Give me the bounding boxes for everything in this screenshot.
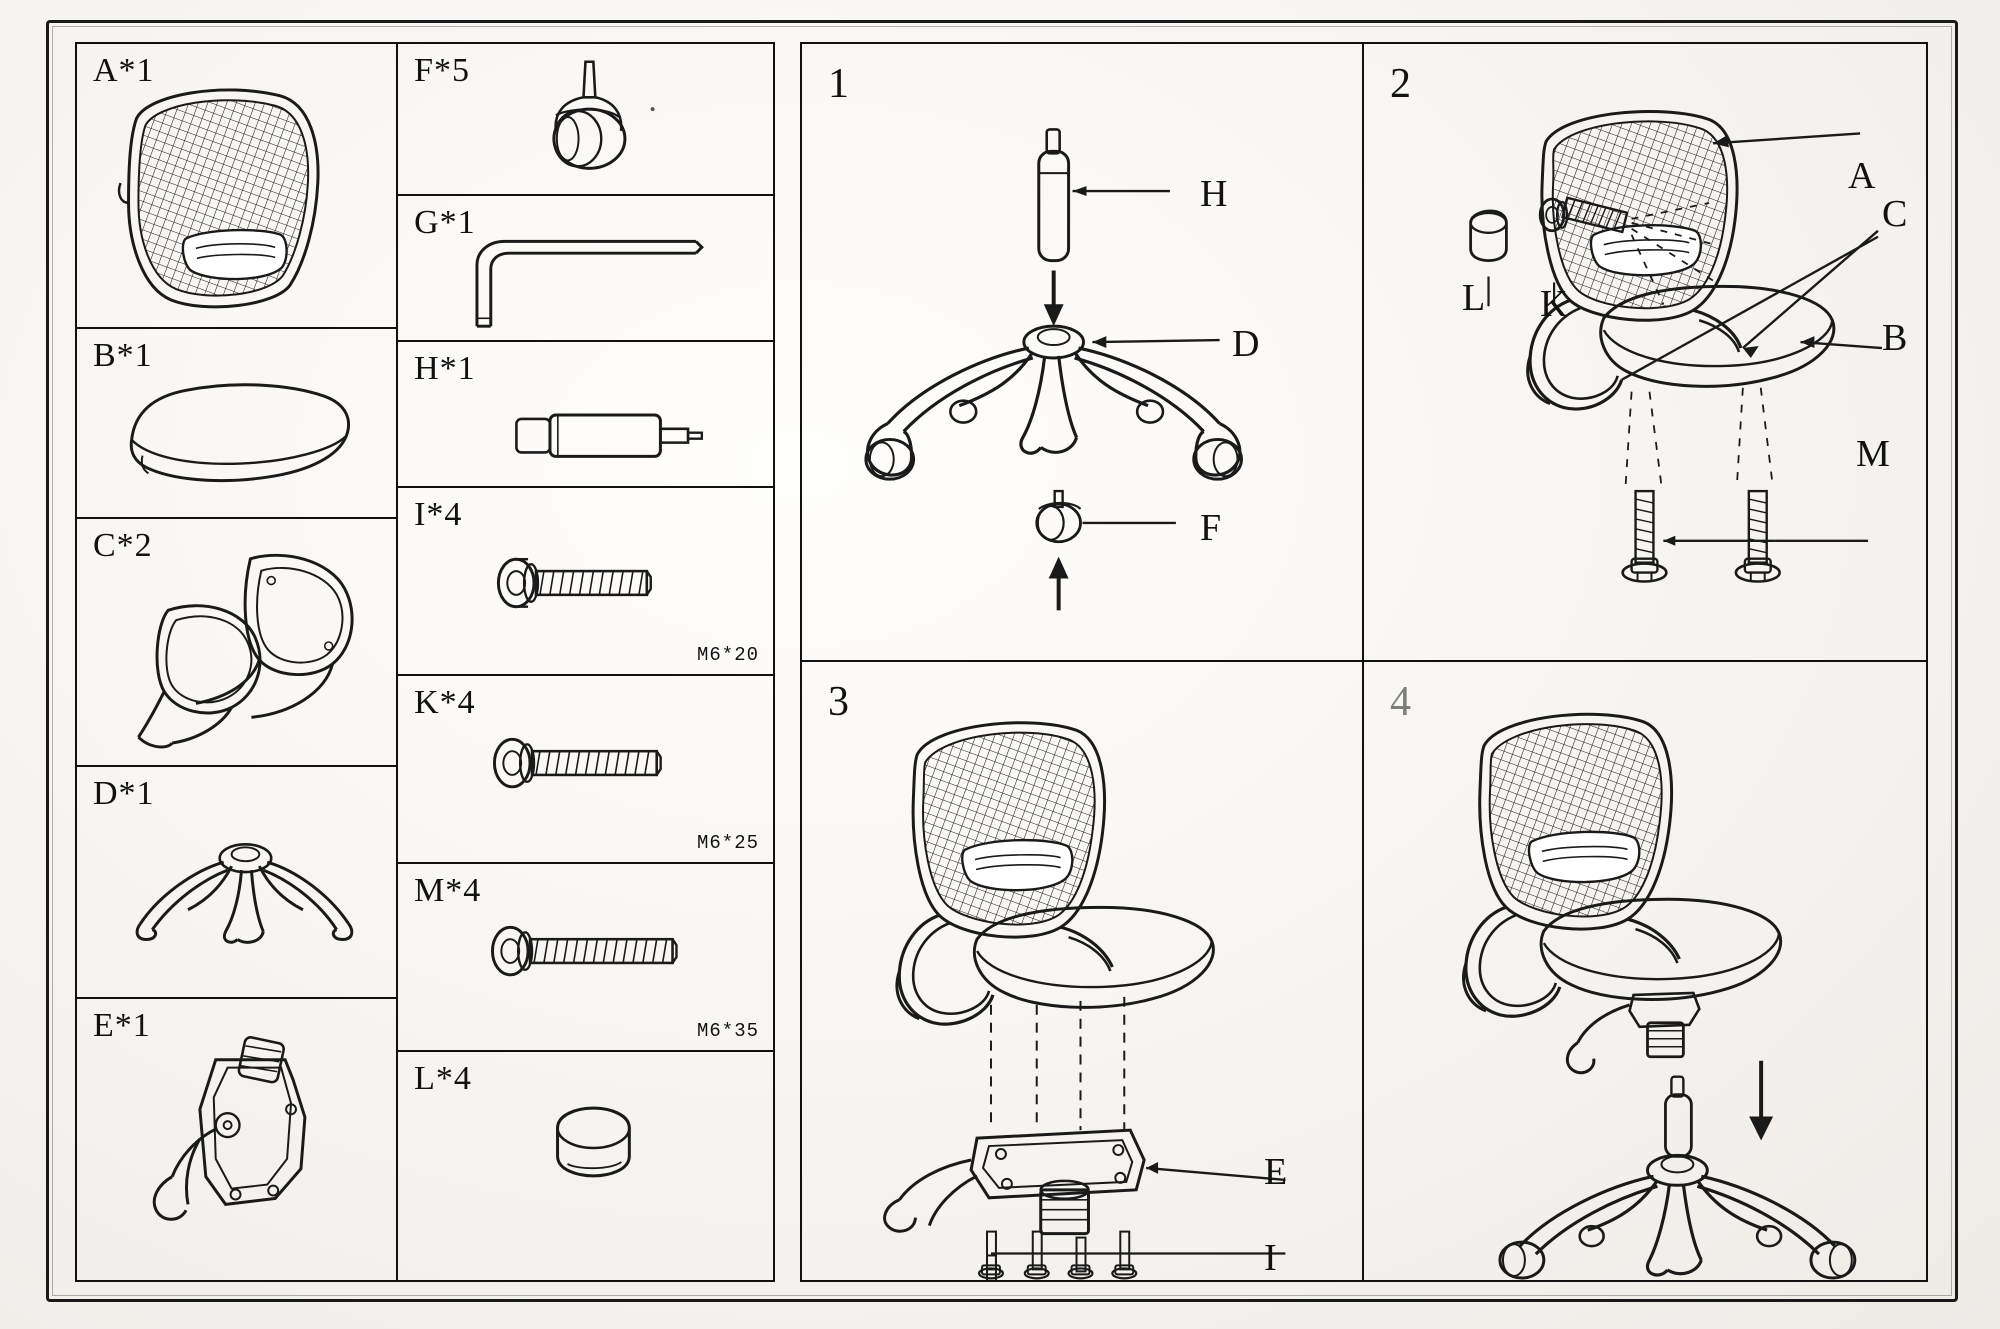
caster-wheel-icon	[398, 44, 773, 194]
step-3	[802, 662, 1364, 1280]
part-cell-G	[398, 196, 773, 342]
bolt-cap-cover-icon	[398, 1052, 773, 1234]
chair-backrest-mesh-icon	[77, 44, 396, 327]
part-cell-C	[77, 519, 396, 767]
part-label-H: H*1	[414, 350, 476, 387]
step-4-number: 4	[1390, 679, 1411, 725]
part-cell-F	[398, 44, 773, 196]
part-cell-K	[398, 676, 773, 864]
step-2-callout-K: K	[1540, 283, 1568, 325]
part-cell-D	[77, 767, 396, 999]
parts-column-left	[77, 44, 398, 1280]
parts-column-right	[398, 44, 773, 1280]
part-label-F: F*5	[414, 52, 470, 89]
step-2-callout-L: L	[1462, 277, 1486, 319]
step-3-callout-I: I	[1264, 1237, 1277, 1279]
part-spec-K: M6*25	[696, 832, 759, 854]
allen-key-icon	[398, 196, 773, 340]
bolt-icon	[398, 864, 773, 1050]
part-cell-H	[398, 342, 773, 488]
part-cell-I	[398, 488, 773, 676]
parts-list-table	[75, 42, 775, 1282]
chair-seat-cushion-icon	[77, 329, 396, 517]
part-label-D: D*1	[93, 775, 155, 812]
step-4-illustration	[1364, 662, 1926, 1280]
step-2-callout-C: C	[1882, 193, 1908, 235]
bolt-icon	[398, 488, 773, 674]
step-2-callout-M: M	[1856, 433, 1890, 475]
part-spec-M: M6*35	[696, 1020, 759, 1042]
step-2-number: 2	[1390, 61, 1411, 107]
five-star-base-icon	[77, 767, 396, 997]
part-label-K: K*4	[414, 684, 476, 721]
step-1-callout-F: F	[1200, 507, 1222, 549]
tilt-mechanism-icon	[77, 999, 396, 1280]
assembly-steps-grid	[800, 42, 1928, 1282]
step-2	[1364, 44, 1926, 662]
part-spec-I: M6*20	[696, 644, 759, 666]
step-1-illustration	[802, 44, 1362, 660]
bolt-icon	[398, 676, 773, 862]
part-cell-B	[77, 329, 396, 519]
step-3-number: 3	[828, 679, 849, 725]
step-3-callout-E: E	[1264, 1151, 1288, 1193]
part-cell-L	[398, 1052, 773, 1234]
step-4	[1364, 662, 1926, 1280]
part-label-E: E*1	[93, 1007, 151, 1044]
part-label-G: G*1	[414, 204, 476, 241]
part-label-B: B*1	[93, 337, 153, 374]
step-2-callout-A: A	[1848, 155, 1876, 197]
part-cell-A	[77, 44, 396, 329]
part-label-A: A*1	[93, 52, 155, 89]
gas-lift-cylinder-icon	[398, 342, 773, 486]
part-label-I: I*4	[414, 496, 463, 533]
part-cell-M	[398, 864, 773, 1052]
part-label-M: M*4	[414, 872, 482, 909]
step-2-callout-B: B	[1882, 317, 1908, 359]
step-1-callout-H: H	[1200, 173, 1228, 215]
part-label-L: L*4	[414, 1060, 472, 1097]
step-1-callout-D: D	[1232, 323, 1260, 365]
armrest-pair-icon	[77, 519, 396, 765]
step-2-illustration	[1364, 44, 1926, 660]
step-1	[802, 44, 1364, 662]
part-cell-E	[77, 999, 396, 1280]
part-label-C: C*2	[93, 527, 153, 564]
step-1-number: 1	[828, 61, 849, 107]
